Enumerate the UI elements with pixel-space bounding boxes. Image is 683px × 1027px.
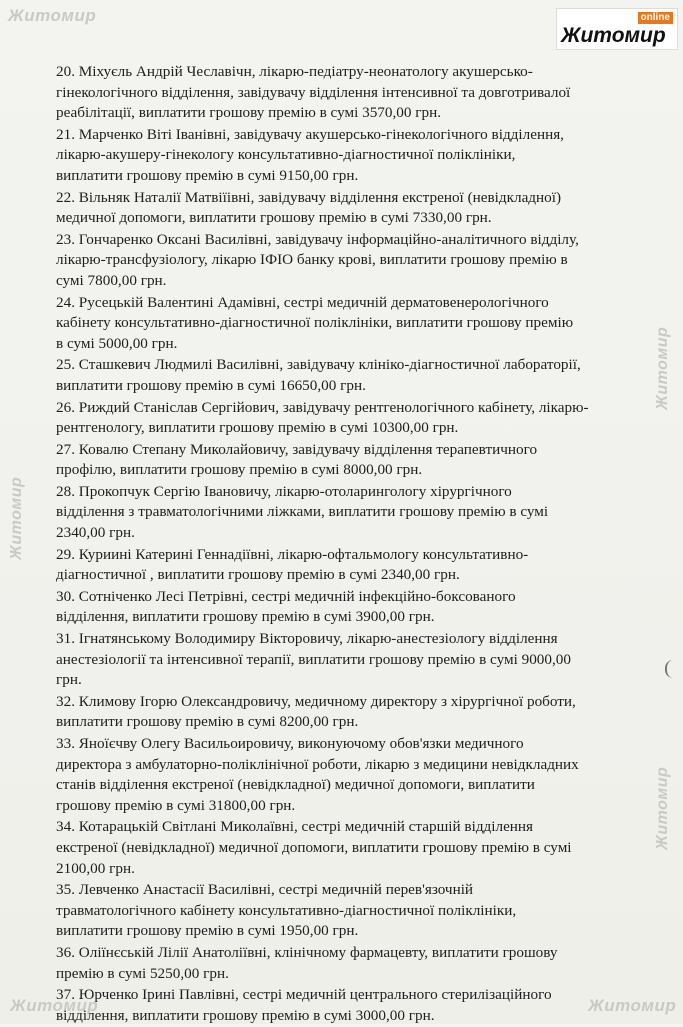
list-item-line: гінекологічного відділення, завідувачу відділення інтенсивної та довготривалої bbox=[56, 83, 571, 101]
list-item bbox=[56, 629, 641, 691]
list-item bbox=[56, 125, 641, 187]
list-item-line: лікарю-акушеру-гінекологу консультативно-діагностичної поліклініки, bbox=[56, 146, 516, 164]
watermark-vertical-left: Житомир bbox=[8, 476, 25, 560]
list-item bbox=[56, 398, 641, 439]
list-item bbox=[56, 293, 641, 355]
list-item-line: 32. Климову Ігорю Олександровичу, медичному директору з хірургічної роботи, bbox=[56, 692, 576, 710]
watermark-vertical-right-lower: Житомир bbox=[654, 766, 671, 850]
list-item bbox=[56, 230, 641, 292]
list-item-line: в сумі 5000,00 грн. bbox=[56, 334, 178, 352]
list-item-line: виплатити грошову премію в сумі 1950,00 грн. bbox=[56, 922, 359, 940]
watermark-vertical-right-upper: Житомир bbox=[654, 326, 671, 410]
list-item-line: 22. Вільняк Наталії Матвіїівні, завідувачу відділення екстреної (невідкладної) bbox=[56, 188, 562, 206]
list-item-line: діагностичної , виплатити грошову премію в сумі 2340,00 грн. bbox=[56, 566, 460, 584]
list-item-line: 25. Сташкевич Людмилі Василівні, завідувачу клініко-діагностичної лабораторії, bbox=[56, 356, 581, 374]
list-item-line: екстреної (невідкладної) медичної допомоги, виплатити грошову премію в сумі bbox=[56, 838, 572, 856]
site-logo[interactable] bbox=[556, 8, 678, 50]
list-item-line: лікарю-трансфузіологу, лікарю ІФІО банку крові, виплатити грошову премію в bbox=[56, 251, 568, 269]
list-item-line: відділення, виплатити грошову премію в сумі 3900,00 грн. bbox=[56, 608, 435, 626]
list-item bbox=[56, 188, 641, 229]
document-body bbox=[56, 62, 641, 1027]
watermark-top-left: Житомир bbox=[8, 6, 97, 25]
watermark-bottom-left: Житомир bbox=[10, 996, 99, 1015]
list-item-line: 33. Яноїєчву Олегу Васильоировичу, виконуючому обов'язки медичного bbox=[56, 735, 524, 752]
list-item bbox=[56, 734, 641, 816]
list-item-line: грн. bbox=[56, 671, 82, 689]
list-item-line: директора з амбулаторно-поліклінічної роботи, лікарю з медицини невідкладних bbox=[56, 755, 579, 773]
list-item-line: виплатити грошову премію в сумі 16650,00 грн. bbox=[56, 376, 366, 394]
margin-mark bbox=[665, 660, 675, 678]
list-item-line: травматологічного кабінету консультативно-діагностичної поліклініки, bbox=[56, 901, 517, 919]
list-item bbox=[56, 62, 641, 124]
list-item bbox=[56, 817, 641, 879]
list-item-line: профілю, виплатити грошову премію в сумі 8000,00 грн. bbox=[56, 461, 423, 479]
list-item-line: анестезіології та інтенсивної терапії, виплатити грошову премію в сумі 9000,00 bbox=[56, 650, 571, 668]
list-item-line: 27. Ковалю Степану Миколайовичу, завідувачу відділення терапевтичного bbox=[56, 440, 538, 458]
list-item bbox=[56, 692, 641, 733]
list-item-line: 30. Сотніченко Лесі Петрівні, сестрі медичній інфекційно-боксованого bbox=[56, 587, 516, 605]
list-item-line: 2100,00 грн. bbox=[56, 859, 135, 877]
list-item-line: 36. Оліїнєській Лілії Анатоліївні, клінічному фармацевту, виплатити грошову bbox=[56, 943, 558, 961]
list-item-line: виплатити грошову премію в сумі 9150,00 грн. bbox=[56, 166, 359, 184]
list-item bbox=[56, 943, 641, 984]
list-item-line: 24. Русецькій Валентині Адамівні, сестрі медичній дерматовенерологічного bbox=[56, 293, 549, 311]
logo-brand-text: Житомир bbox=[561, 24, 666, 47]
list-item-line: 37. Юрченко Ірині Павлівні, сестрі медичній центрального стерилізаційного bbox=[56, 986, 552, 1004]
list-item-line: 21. Марченко Віті Іванівні, завідувачу акушерсько-гінекологічного відділення, bbox=[56, 125, 564, 143]
watermark-bottom-right: Житомир bbox=[588, 996, 677, 1015]
list-item-line: 2340,00 грн. bbox=[56, 524, 135, 542]
list-item-line: 26. Риждий Станіслав Сергійович, завідувачу рентгенологічного кабінету, лікарю- bbox=[56, 398, 589, 416]
list-item bbox=[56, 355, 641, 396]
list-item-line: виплатити грошову премію в сумі 8200,00 грн. bbox=[56, 713, 359, 731]
list-item-line: 31. Ігнатянському Володимиру Вікторовичу, лікарю-анестезіологу відділення bbox=[56, 630, 558, 648]
logo-online-badge: online bbox=[638, 12, 673, 24]
list-item-line: 20. Міхуєль Андрій Чеславічн, лікарю-педіатру-неонатологу акушерсько- bbox=[56, 63, 533, 80]
list-item-line: 28. Прокопчук Сергію Івановичу, лікарю-отоларингологу хірургічного bbox=[56, 482, 512, 500]
list-item bbox=[56, 482, 641, 544]
list-item-line: рентгенологу, виплатити грошову премію в сумі 10300,00 грн. bbox=[56, 419, 459, 437]
list-item-line: сумі 7800,00 грн. bbox=[56, 271, 167, 289]
list-item-line: станів відділення екстреної (невідкладної) медичної допомоги, виплатити bbox=[56, 776, 535, 794]
list-item-line: реабілітації, виплатити грошову премію в сумі 3570,00 грн. bbox=[56, 104, 442, 122]
list-item bbox=[56, 985, 641, 1026]
list-item-line: відділення з травматологічними ліжками, виплатити грошову премію в сумі bbox=[56, 503, 549, 521]
list-item-line: 34. Котарацькій Світлані Миколаївні, сестрі медичній старшій відділення bbox=[56, 818, 534, 836]
list-item-line: премію в сумі 5250,00 грн. bbox=[56, 964, 229, 982]
list-item-line: 23. Гончаренко Оксані Василівні, завідувачу інформаційно-аналітичного відділу, bbox=[56, 230, 579, 248]
list-item-line: грошову премію в сумі 31800,00 грн. bbox=[56, 796, 296, 814]
list-item-line: 29. Куриині Катерині Геннадіївні, лікарю-офтальмологу консультативно- bbox=[56, 545, 529, 563]
list-item bbox=[56, 545, 641, 586]
list-item bbox=[56, 587, 641, 628]
list-item-line: 35. Левченко Анастасії Василівні, сестрі медичній перев'язочній bbox=[56, 881, 474, 899]
list-item-line: кабінету консультативно-діагностичної поліклініки, виплатити грошову премію bbox=[56, 314, 574, 332]
list-item bbox=[56, 440, 641, 481]
list-item-line: відділення, виплатити грошову премію в сумі 3000,00 грн. bbox=[56, 1006, 435, 1024]
list-item-line: медичної допомоги, виплатити грошову премію в сумі 7330,00 грн. bbox=[56, 209, 492, 227]
list-item bbox=[56, 880, 641, 942]
